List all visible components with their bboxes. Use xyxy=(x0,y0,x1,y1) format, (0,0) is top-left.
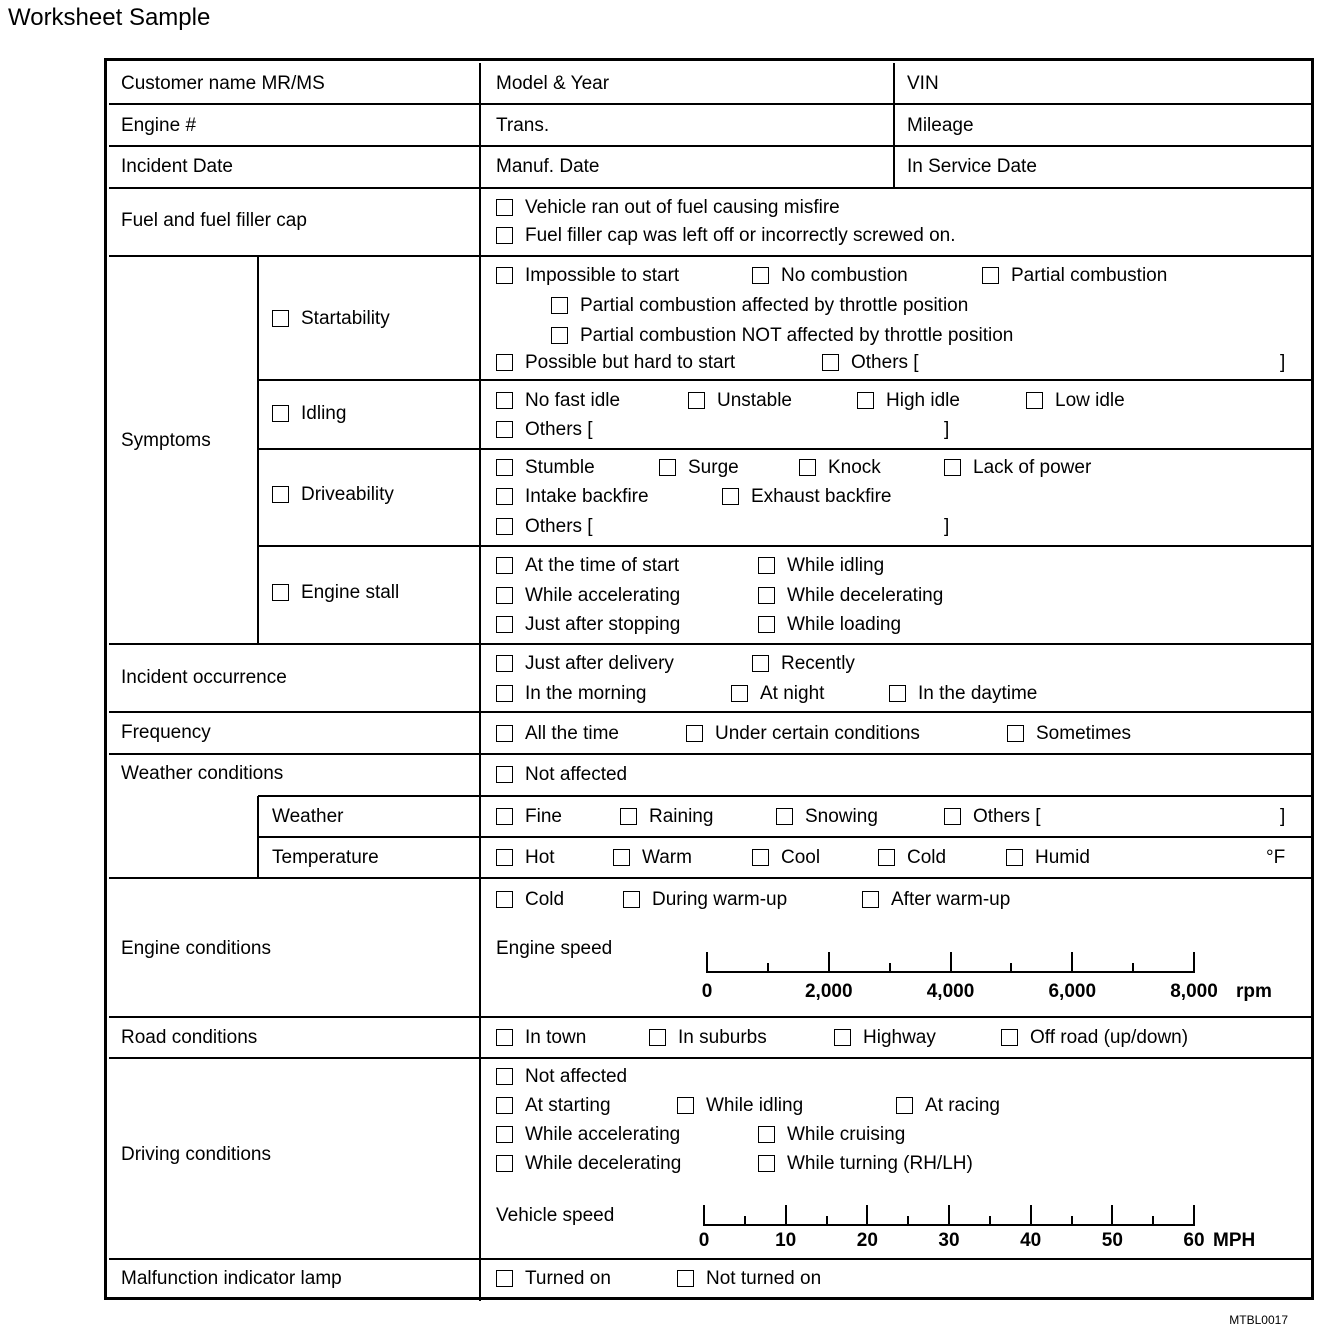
in-suburbs-label: In suburbs xyxy=(678,1027,767,1048)
under-certain-conditions-checkbox[interactable] xyxy=(686,725,703,742)
partial-combustion-throttle-label: Partial combustion affected by throttle position xyxy=(580,295,969,316)
vehicle-speed-minor-tick xyxy=(989,1216,991,1225)
in-suburbs-checkbox[interactable] xyxy=(649,1029,666,1046)
engine-number-label: Engine # xyxy=(121,115,197,136)
vehicle-speed-major-tick xyxy=(948,1205,950,1225)
idling-checkbox[interactable] xyxy=(272,405,289,422)
road-conditions-row-label: Road conditions xyxy=(121,1027,258,1048)
surge-label: Surge xyxy=(688,457,739,478)
just-after-delivery-checkbox[interactable] xyxy=(496,655,513,672)
cool-label: Cool xyxy=(781,847,821,868)
engine-stall-checkbox[interactable] xyxy=(272,584,289,601)
low-idle-checkbox[interactable] xyxy=(1026,392,1043,409)
stall-while-idling-label: While idling xyxy=(787,555,885,576)
high-idle-label: High idle xyxy=(886,390,960,411)
fuel-cap-left-off-checkbox[interactable] xyxy=(496,227,513,244)
during-warm-up-checkbox[interactable] xyxy=(623,891,640,908)
startability-label: Startability xyxy=(301,308,390,329)
engine-speed-tick-label: 8,000 xyxy=(1170,981,1218,1002)
header-column-divider xyxy=(893,63,895,188)
row-divider xyxy=(258,545,1314,547)
driving-conditions-row-label: Driving conditions xyxy=(121,1144,271,1165)
mil-turned-on-label: Turned on xyxy=(525,1268,611,1289)
at-night-checkbox[interactable] xyxy=(731,685,748,702)
fuel-cap-left-off-label: Fuel filler cap was left off or incorrectly screwed on. xyxy=(525,225,956,246)
engine-cold-label: Cold xyxy=(525,889,565,910)
while-cruising-label: While cruising xyxy=(787,1124,906,1145)
in-service-date-label: In Service Date xyxy=(907,156,1037,177)
high-idle-checkbox[interactable] xyxy=(857,392,874,409)
no-fast-idle-label: No fast idle xyxy=(525,390,621,411)
in-the-daytime-label: In the daytime xyxy=(918,683,1038,704)
in-the-morning-label: In the morning xyxy=(525,683,647,704)
vehicle-speed-major-tick xyxy=(866,1205,868,1225)
knock-checkbox[interactable] xyxy=(799,459,816,476)
off-road-label: Off road (up/down) xyxy=(1030,1027,1189,1048)
row-divider xyxy=(258,379,1314,381)
row-divider xyxy=(258,448,1314,450)
under-certain-conditions-label: Under certain conditions xyxy=(715,723,920,744)
fine-label: Fine xyxy=(525,806,562,827)
knock-label: Knock xyxy=(828,457,881,478)
after-warm-up-label: After warm-up xyxy=(891,889,1011,910)
vehicle-speed-tick-label: 30 xyxy=(938,1230,960,1251)
stall-while-loading-label: While loading xyxy=(787,614,902,635)
weather-others-label: Others [ xyxy=(973,806,1041,827)
driveability-others-bracket: ] xyxy=(944,516,950,537)
lack-of-power-label: Lack of power xyxy=(973,457,1092,478)
document-code: MTBL0017 xyxy=(1229,1313,1288,1327)
stall-at-start-checkbox[interactable] xyxy=(496,557,513,574)
label-column-divider xyxy=(479,63,481,1301)
exhaust-backfire-label: Exhaust backfire xyxy=(751,486,892,507)
weather-label: Weather xyxy=(272,806,344,827)
driving-while-idling-label: While idling xyxy=(706,1095,804,1116)
vehicle-speed-tick-label: 0 xyxy=(698,1230,710,1251)
impossible-to-start-checkbox[interactable] xyxy=(496,267,513,284)
while-cruising-checkbox[interactable] xyxy=(758,1126,775,1143)
mil-turned-on-checkbox[interactable] xyxy=(496,1270,513,1287)
vehicle-speed-tick-label: 20 xyxy=(856,1230,878,1251)
startability-others-bracket: ] xyxy=(1280,352,1286,373)
hot-label: Hot xyxy=(525,847,555,868)
highway-checkbox[interactable] xyxy=(834,1029,851,1046)
vin-label: VIN xyxy=(907,73,939,94)
vehicle-speed-tick-label: 60 xyxy=(1183,1230,1205,1251)
driving-not-affected-label: Not affected xyxy=(525,1066,628,1087)
mil-row-label: Malfunction indicator lamp xyxy=(121,1268,342,1289)
intake-backfire-checkbox[interactable] xyxy=(496,488,513,505)
fuel-ran-out-label: Vehicle ran out of fuel causing misfire xyxy=(525,197,840,218)
trans-label: Trans. xyxy=(496,115,550,136)
driveability-others-checkbox[interactable] xyxy=(496,518,513,535)
engine-speed-major-tick xyxy=(950,952,952,972)
hot-checkbox[interactable] xyxy=(496,849,513,866)
vehicle-speed-minor-tick xyxy=(826,1216,828,1225)
worksheet-form xyxy=(104,58,1314,1300)
at-night-label: At night xyxy=(760,683,825,704)
customer-name-label: Customer name MR/MS xyxy=(121,73,325,94)
partial-combustion-not-throttle-label: Partial combustion NOT affected by throttle position xyxy=(580,325,1014,346)
stumble-checkbox[interactable] xyxy=(496,459,513,476)
page-title: Worksheet Sample xyxy=(8,4,211,31)
cool-checkbox[interactable] xyxy=(752,849,769,866)
recently-checkbox[interactable] xyxy=(752,655,769,672)
stall-after-stopping-label: Just after stopping xyxy=(525,614,681,635)
hard-to-start-checkbox[interactable] xyxy=(496,354,513,371)
row-divider xyxy=(258,795,1314,797)
humid-label: Humid xyxy=(1035,847,1090,868)
symptoms-sub-divider xyxy=(257,256,259,644)
vehicle-speed-label: Vehicle speed xyxy=(496,1205,615,1226)
vehicle-speed-unit: MPH xyxy=(1213,1230,1256,1251)
hard-to-start-label: Possible but hard to start xyxy=(525,352,736,373)
temp-cold-label: Cold xyxy=(907,847,947,868)
recently-label: Recently xyxy=(781,653,855,674)
row-divider xyxy=(258,836,1314,838)
vehicle-speed-minor-tick xyxy=(1071,1216,1073,1225)
snowing-checkbox[interactable] xyxy=(776,808,793,825)
driving-while-accelerating-checkbox[interactable] xyxy=(496,1126,513,1143)
idling-label: Idling xyxy=(301,403,347,424)
at-starting-checkbox[interactable] xyxy=(496,1097,513,1114)
humid-checkbox[interactable] xyxy=(1006,849,1023,866)
driving-while-decelerating-label: While decelerating xyxy=(525,1153,682,1174)
stall-while-accelerating-checkbox[interactable] xyxy=(496,587,513,604)
surge-checkbox[interactable] xyxy=(659,459,676,476)
weather-not-affected-checkbox[interactable] xyxy=(496,766,513,783)
engine-conditions-row-label: Engine conditions xyxy=(121,938,271,959)
engine-speed-major-tick xyxy=(1071,952,1073,972)
engine-speed-major-tick xyxy=(828,952,830,972)
after-warm-up-checkbox[interactable] xyxy=(862,891,879,908)
during-warm-up-label: During warm-up xyxy=(652,889,788,910)
no-fast-idle-checkbox[interactable] xyxy=(496,392,513,409)
vehicle-speed-tick-label: 40 xyxy=(1020,1230,1042,1251)
snowing-label: Snowing xyxy=(805,806,878,827)
row-divider xyxy=(109,1258,1314,1260)
at-racing-label: At racing xyxy=(925,1095,1000,1116)
startability-others-label: Others [ xyxy=(851,352,919,373)
while-turning-checkbox[interactable] xyxy=(758,1155,775,1172)
just-after-delivery-label: Just after delivery xyxy=(525,653,674,674)
engine-speed-unit: rpm xyxy=(1236,981,1272,1002)
weather-others-bracket: ] xyxy=(1280,806,1286,827)
mil-not-turned-on-label: Not turned on xyxy=(706,1268,822,1289)
partial-combustion-label: Partial combustion xyxy=(1011,265,1168,286)
incident-row-label: Incident occurrence xyxy=(121,667,287,688)
engine-cold-checkbox[interactable] xyxy=(496,891,513,908)
in-the-morning-checkbox[interactable] xyxy=(496,685,513,702)
driveability-checkbox[interactable] xyxy=(272,486,289,503)
model-year-label: Model & Year xyxy=(496,73,610,94)
stall-while-decelerating-checkbox[interactable] xyxy=(758,587,775,604)
manuf-date-label: Manuf. Date xyxy=(496,156,600,177)
partial-combustion-not-throttle-checkbox[interactable] xyxy=(551,327,568,344)
symptoms-row-label: Symptoms xyxy=(121,430,211,451)
stall-while-accelerating-label: While accelerating xyxy=(525,585,681,606)
lack-of-power-checkbox[interactable] xyxy=(944,459,961,476)
row-divider xyxy=(109,643,1314,645)
engine-speed-minor-tick xyxy=(1132,963,1134,972)
row-divider xyxy=(109,255,1314,257)
engine-speed-tick-label: 4,000 xyxy=(926,981,975,1002)
driveability-others-label: Others [ xyxy=(525,516,593,537)
impossible-to-start-label: Impossible to start xyxy=(525,265,680,286)
vehicle-speed-major-tick xyxy=(1030,1205,1032,1225)
sometimes-checkbox[interactable] xyxy=(1007,725,1024,742)
in-town-checkbox[interactable] xyxy=(496,1029,513,1046)
idling-others-bracket: ] xyxy=(944,419,950,440)
fine-checkbox[interactable] xyxy=(496,808,513,825)
mileage-label: Mileage xyxy=(907,115,974,136)
frequency-row-label: Frequency xyxy=(121,722,211,743)
warm-checkbox[interactable] xyxy=(613,849,630,866)
temp-cold-checkbox[interactable] xyxy=(878,849,895,866)
highway-label: Highway xyxy=(863,1027,936,1048)
vehicle-speed-minor-tick xyxy=(1152,1216,1154,1225)
in-town-label: In town xyxy=(525,1027,587,1048)
off-road-checkbox[interactable] xyxy=(1001,1029,1018,1046)
engine-speed-tick-label: 0 xyxy=(701,981,713,1002)
in-the-daytime-checkbox[interactable] xyxy=(889,685,906,702)
row-divider xyxy=(109,103,1314,105)
startability-others-checkbox[interactable] xyxy=(822,354,839,371)
stall-at-start-label: At the time of start xyxy=(525,555,680,576)
unstable-label: Unstable xyxy=(717,390,792,411)
driving-while-accelerating-label: While accelerating xyxy=(525,1124,681,1145)
at-racing-checkbox[interactable] xyxy=(896,1097,913,1114)
stall-while-decelerating-label: While decelerating xyxy=(787,585,944,606)
weather-conditions-row-label: Weather conditions xyxy=(121,763,284,784)
vehicle-speed-major-tick xyxy=(785,1205,787,1225)
unstable-checkbox[interactable] xyxy=(688,392,705,409)
low-idle-label: Low idle xyxy=(1055,390,1125,411)
intake-backfire-label: Intake backfire xyxy=(525,486,649,507)
driving-while-decelerating-checkbox[interactable] xyxy=(496,1155,513,1172)
vehicle-speed-minor-tick xyxy=(744,1216,746,1225)
warm-label: Warm xyxy=(642,847,692,868)
engine-speed-major-tick xyxy=(706,952,708,972)
engine-speed-tick-label: 6,000 xyxy=(1048,981,1097,1002)
row-divider xyxy=(109,753,1314,755)
all-the-time-label: All the time xyxy=(525,723,619,744)
startability-checkbox[interactable] xyxy=(272,310,289,327)
engine-speed-minor-tick xyxy=(1010,963,1012,972)
stall-while-loading-checkbox[interactable] xyxy=(758,616,775,633)
row-divider xyxy=(109,1057,1314,1059)
exhaust-backfire-checkbox[interactable] xyxy=(722,488,739,505)
vehicle-speed-tick-label: 10 xyxy=(775,1230,797,1251)
incident-date-label: Incident Date xyxy=(121,156,233,177)
idling-others-label: Others [ xyxy=(525,419,593,440)
idling-others-checkbox[interactable] xyxy=(496,421,513,438)
vehicle-speed-tick-label: 50 xyxy=(1101,1230,1123,1251)
raining-checkbox[interactable] xyxy=(620,808,637,825)
fuel-row-label: Fuel and fuel filler cap xyxy=(121,210,307,231)
temperature-unit: °F xyxy=(1266,847,1286,868)
row-divider xyxy=(109,145,1314,147)
temperature-label: Temperature xyxy=(272,847,379,868)
row-divider xyxy=(109,187,1314,189)
vehicle-speed-major-tick xyxy=(1193,1205,1195,1225)
stall-after-stopping-checkbox[interactable] xyxy=(496,616,513,633)
while-turning-label: While turning (RH/LH) xyxy=(787,1153,973,1174)
driving-while-idling-checkbox[interactable] xyxy=(677,1097,694,1114)
sometimes-label: Sometimes xyxy=(1036,723,1132,744)
no-combustion-checkbox[interactable] xyxy=(752,267,769,284)
driveability-label: Driveability xyxy=(301,484,394,505)
weather-sub-divider xyxy=(257,796,259,878)
engine-speed-minor-tick xyxy=(767,963,769,972)
partial-combustion-throttle-checkbox[interactable] xyxy=(551,297,568,314)
engine-speed-minor-tick xyxy=(889,963,891,972)
weather-others-checkbox[interactable] xyxy=(944,808,961,825)
mil-not-turned-on-checkbox[interactable] xyxy=(677,1270,694,1287)
vehicle-speed-minor-tick xyxy=(907,1216,909,1225)
row-divider xyxy=(109,877,1314,879)
stumble-label: Stumble xyxy=(525,457,595,478)
engine-speed-major-tick xyxy=(1193,952,1195,972)
engine-stall-label: Engine stall xyxy=(301,582,400,603)
vehicle-speed-major-tick xyxy=(703,1205,705,1225)
row-divider xyxy=(109,1016,1314,1018)
stall-while-idling-checkbox[interactable] xyxy=(758,557,775,574)
driving-not-affected-checkbox[interactable] xyxy=(496,1068,513,1085)
fuel-ran-out-checkbox[interactable] xyxy=(496,199,513,216)
partial-combustion-checkbox[interactable] xyxy=(982,267,999,284)
no-combustion-label: No combustion xyxy=(781,265,908,286)
engine-speed-tick-label: 2,000 xyxy=(804,981,853,1002)
weather-not-affected-label: Not affected xyxy=(525,764,628,785)
at-starting-label: At starting xyxy=(525,1095,611,1116)
vehicle-speed-major-tick xyxy=(1111,1205,1113,1225)
raining-label: Raining xyxy=(649,806,714,827)
all-the-time-checkbox[interactable] xyxy=(496,725,513,742)
row-divider xyxy=(109,711,1314,713)
engine-speed-label: Engine speed xyxy=(496,938,613,959)
